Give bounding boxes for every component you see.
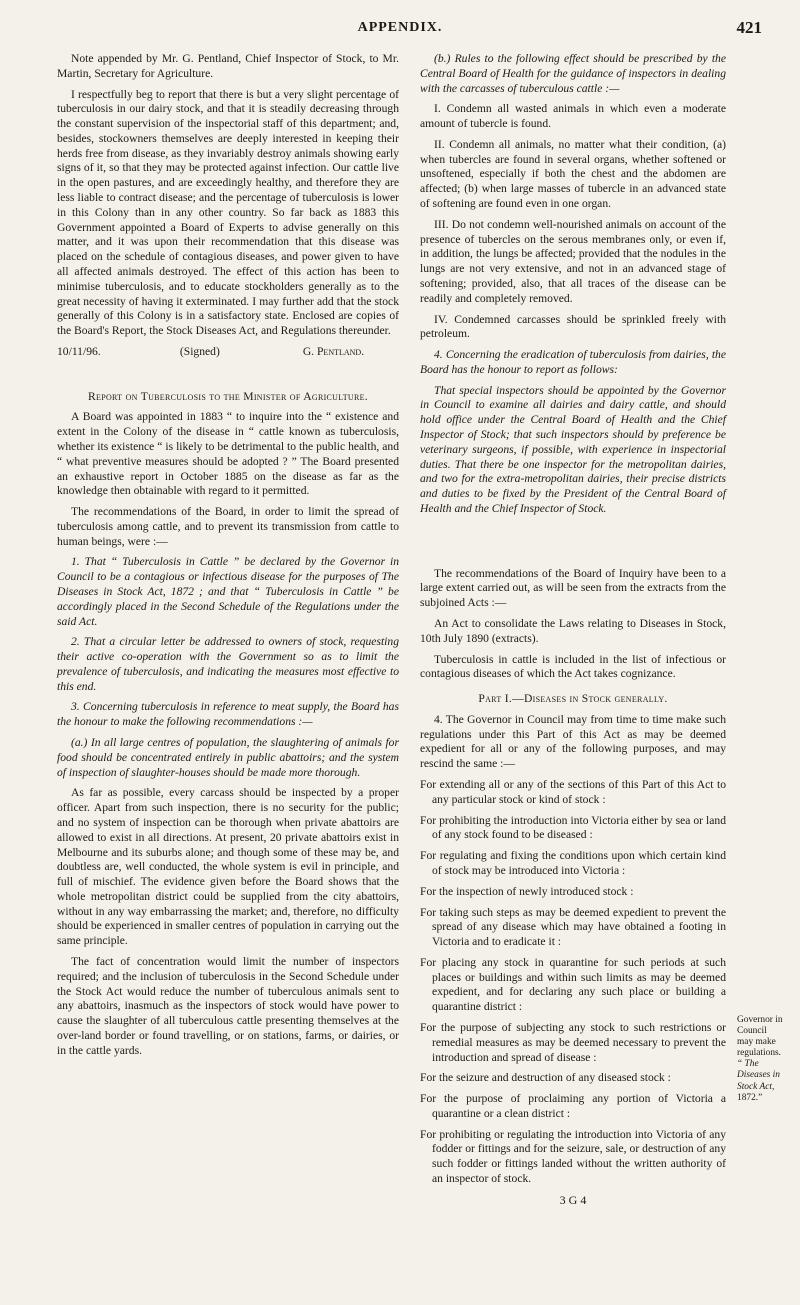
left-column [57, 52, 399, 1064]
margin-line: Diseases in [737, 1070, 780, 1081]
sig-date: 10/11/96. [57, 344, 101, 358]
act-title: An Act to consolidate the Laws relating to Diseases in Stock, 10th July 1890 (extracts). [420, 617, 726, 645]
sig-name: G. Pentland. [302, 344, 365, 358]
purpose-9: For the purpose of proclaiming any portion of Victoria a quarantine or a clean district : [420, 1092, 726, 1120]
purpose-3: For regulating and fixing the conditions upon which certain kind of stock may be introduced into Victoria : [420, 849, 726, 877]
recs-intro: The recommendations of the Board, in order to limit the spread of tuberculosis among cattle, and to prevent its transmission from cattle to human beings, were :— [57, 505, 399, 548]
rule-I: I. Condemn all wasted animals in which even a moderate amount of tubercle is found. [420, 102, 726, 131]
purpose-10: For prohibiting or regulating the introduction into Victoria of any fodder or fittings and for the seizure, sale, or destruction of any such fodder or fittings landed without the written authority of an inspector of stock. [420, 1127, 726, 1185]
running-head: APPENDIX. [357, 20, 443, 35]
purpose-7: For the purpose of subjecting any stock to such restrictions or remedial measures as may be deemed necessary to prevent the introduction and spread of disease : [420, 1020, 726, 1064]
page-number: 421 [736, 18, 762, 37]
report-heading: Report on Tuberculosis to the Minister of Agriculture. [87, 389, 368, 403]
rule-III: III. Do not condemn well-nourished animals on account of the presence of tubercles on the serous membranes only, or even if, in addition, the lungs be affected; provided that the nodules in the lungs are not very extensive, and not in an advanced stage of softening; provided, also, that all traces of the disease can be readily and completely removed. [420, 217, 726, 305]
margin-line: Council [737, 1026, 767, 1037]
para-abattoirs: As far as possible, every carcass should be inspected by a proper officer. Apart from such inspection, there is no security for the public; and no system of inspection can be thorough when private abattoirs are allowed to exist in all directions. At present, 20 private abattoirs exist in Melbourne and its suburbs alone; and though some of these may be, and doubtless are, well conducted, the whole system is evil in principle, and full of mischief. The evidence given before the Board shows that the whole metropolitan district could be supplied from the city abattoirs, without in any way embarrassing the market; and, therefore, no difficulty should be experienced in smaller centres of population in carrying out the same principle. [57, 786, 399, 948]
margin-line: Governor in [737, 1015, 783, 1025]
rule-b: (b.) Rules to the following effect should be prescribed by the Central Board of Health for the guidance of inspectors in dealing with the carcasses of tuberculous cattle :— [420, 52, 726, 95]
page-header [0, 14, 800, 38]
purpose-1: For extending all or any of the sections of this Part of this Act to any particular stock or kind of stock : [420, 778, 726, 806]
recommendation-3: 3. Concerning tuberculosis in reference to meat supply, the Board has the honour to make the following recommendations :— [57, 700, 399, 729]
rule-II: II. Condemn all animals, no matter what their condition, (a) when tubercles are found in several organs, whether softened or unsoftened, especially if both the chest and the abdomen are affected; (b) when large masses of tubercle in an advanced state of softening are found even in one organ. [420, 137, 726, 211]
recommendation-4-body: That special inspectors should be appointed by the Governor in Council to examine all dairies and dairy cattle, and should hold office under the Central Board of Health and the Chief Inspector of Stock; that such inspectors should by preference be veterinary surgeons, if possible, with experience in inspectorial duties. That there be one inspector for the metropolitan dairies, and two for the extra-metropolitan dairies, their precise districts and duties to be fixed by the President of the Central Board of Health and the Chief Inspector of Stock. [420, 383, 726, 515]
signature-mark: 3 G 4 [559, 1192, 587, 1207]
sig-signed: (Signed) [179, 344, 220, 358]
right-column [420, 52, 726, 1214]
part-heading: Part I.—Diseases in Stock generally. [478, 692, 668, 706]
margin-line: may make [737, 1037, 776, 1048]
purpose-4: For the inspection of newly introduced stock : [420, 884, 634, 898]
note-signature [57, 345, 399, 360]
act-note: Tuberculosis in cattle is included in the list of infectious or contagious diseases of which the Act takes cognizance. [420, 652, 726, 681]
purpose-5: For taking such steps as may be deemed expedient to prevent the spread of any disease which may have obtained a footing in Victoria and to eradicate it : [420, 905, 726, 949]
inquiry-para: The recommendations of the Board of Inquiry have been to a large extent carried out, as will be seen from the extracts from the subjoined Acts :— [420, 566, 726, 610]
para-concentration: The fact of concentration would limit the number of inspectors required; and the inclusion of tuberculosis in the Second Schedule under the Stock Act would reduce the number of tuberculous animals sent to any abattoirs, inasmuch as the inspectors of stock would have power to cause the slaughter of all tuberculous cattle presenting themselves at the over-land border or found travelling, or on stations, farms, or dairies, or in the cattle yards. [57, 954, 399, 1057]
note-body: I respectfully beg to report that there is but a very slight percentage of tuberculosis in our dairy stock, and that it is steadily decreasing through the constant supervision of the inspectorial staff of this department; and, besides, stockowners themselves are deeply interested in keeping their herds free from disease, as they invariably destroy animals showing early signs of it, so that they may be protected against infection. Our cattle live in the open pastures, and are exceedingly healthy, and therefore they are less liable to contract disease; and the percentage of tuberculosis is lower in this Colony than in any other country. So far back as 1883 this Government appointed a Board of Experts to advise generally on this matter, and it was upon their recommendation that this disease was placed on the schedule of contagious diseases, and power given to have all affected animals destroyed. The effect of this action has been to minimise tuberculosis, and to educate stockholders generally as to the great necessity of having it exterminated. I may further add that the stock generally of this Colony is in a satisfactory state. Enclosed are copies of the Board's Report, the Stock Diseases Act, and Regulations thereunder. [57, 87, 399, 338]
purpose-2: For prohibiting the introduction into Victoria either by sea or land of any stock found to be diseased : [420, 813, 726, 842]
note-intro: Note appended by Mr. G. Pentland, Chief Inspector of Stock, to Mr. Martin, Secretary for Agriculture. [57, 52, 399, 80]
recommendation-2: 2. That a circular letter be addressed to owners of stock, requesting their active co-operation with the Government so as to limit the prevalence of tuberculosis, and indicating the measures most effective to this end. [57, 635, 399, 693]
purpose-8: For the seizure and destruction of any diseased stock : [420, 1071, 671, 1085]
purpose-6: For placing any stock in quarantine for such periods at such places or buildings and within such limits as may be deemed expedient, and for declaring any such place or building a quarantine district : [420, 955, 726, 1014]
recommendation-4: 4. Concerning the eradication of tuberculosis from dairies, the Board has the honour to report as follows: [420, 348, 726, 376]
section-4: 4. The Governor in Council may from time to time make such regulations under this Part of this Act as may be deemed expedient for all or any of the following purposes, and may rescind the same :— [420, 712, 726, 771]
margin-line: Stock Act, [737, 1081, 775, 1092]
report-body: A Board was appointed in 1883 “ to inquire into the “ existence and extent in the Colony of the disease in “ cattle known as tuberculosis, whether its existence “ is likely to be detrimental to the public health, and “ what preventive measures should be adopted ? ” The Board presented an exhaustive report in October 1885 on the disease as far as the knowledge then obtainable with regard to it permitted. [57, 410, 399, 498]
margin-note [737, 1015, 795, 1104]
rule-IV: IV. Condemned carcasses should be sprinkled freely with petroleum. [420, 312, 726, 341]
margin-line: regulations. [737, 1048, 782, 1059]
margin-line: “ The [737, 1059, 759, 1070]
recommendation-3a: (a.) In all large centres of population, the slaughtering of animals for food should be concentrated entirely in public abattoirs; and the system of inspection of slaughter-houses should be made more thorough. [57, 736, 399, 779]
margin-line: 1872.” [737, 1092, 763, 1103]
recommendation-1: 1. That “ Tuberculosis in Cattle ” be declared by the Governor in Council to be a contagious or infectious disease for the purposes of The Diseases in Stock Act, 1872 ; and that “ Tuberculosis in Cattle ” be accordingly placed in the Second Schedule of the Regulations under the said Act. [57, 555, 399, 628]
